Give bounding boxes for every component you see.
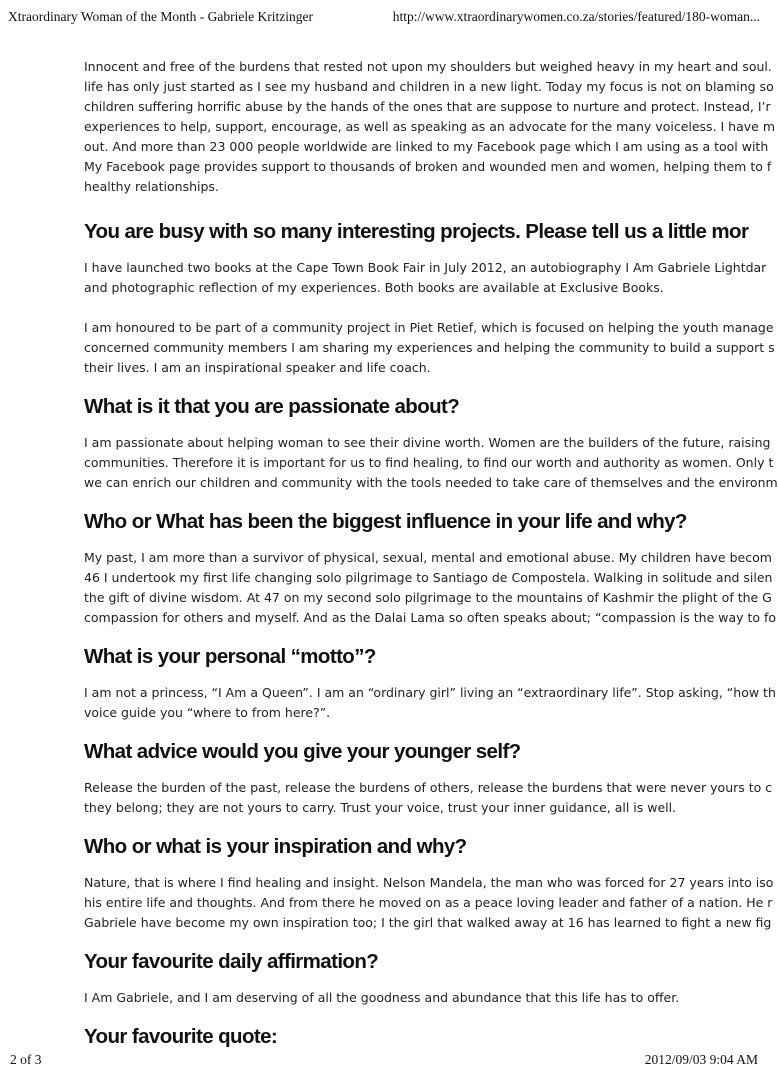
- text-line: My past, I am more than a survivor of physical, sexual, mental and emotional abuse. My children have becom: [84, 550, 772, 565]
- page-url[interactable]: http://www.xtraordinarywomen.co.za/stories/featured/180-woman...: [392, 9, 760, 24]
- print-timestamp: 2012/09/03 9:04 AM: [644, 1052, 758, 1067]
- text-line: Innocent and free of the burdens that rested not upon my shoulders but weighed heavy in my heart and soul.: [84, 59, 772, 74]
- section-heading-quote: Your favourite quote:: [84, 1025, 278, 1048]
- text-line: 46 I undertook my first life changing solo pilgrimage to Santiago de Compostela. Walking in solitude and silen: [84, 570, 773, 585]
- inspiration-paragraph: [84, 873, 774, 933]
- section-heading-passion: What is it that you are passionate about?: [84, 395, 460, 418]
- text-line: experiences to help, support, encourage, as well as speaking as an advocate for the many voiceless. I have m: [84, 119, 775, 134]
- article-body: [84, 57, 778, 1048]
- text-line: children suffering horrific abuse by the hands of the ones that are suppose to nurture and protect. Instead, I’r: [84, 99, 771, 114]
- text-line: I have launched two books at the Cape Town Book Fair in July 2012, an autobiography I Am Gabriele Lightdar: [84, 260, 767, 275]
- text-line: I am not a princess, “I Am a Queen”. I am an “ordinary girl” living an “extraordinary life”. Stop asking, “how th: [84, 685, 776, 700]
- section-heading-advice: What advice would you give your younger self?: [84, 740, 521, 763]
- section-heading-motto: What is your personal “motto”?: [84, 645, 376, 668]
- affirmation-paragraph: [84, 988, 709, 1008]
- text-line: concerned community members I am sharing my experiences and helping the community to build a support s: [84, 340, 775, 355]
- section-heading-influence: Who or What has been the biggest influence in your life and why?: [84, 510, 687, 533]
- print-header: [8, 9, 760, 29]
- intro-paragraph: [84, 57, 775, 197]
- advice-paragraph: [84, 778, 773, 818]
- text-line: they belong; they are not yours to carry. Trust your voice, trust your inner guidance, all is well.: [84, 800, 677, 815]
- projects-paragraph-community: [84, 318, 775, 378]
- section-heading-projects: You are busy with so many interesting projects. Please tell us a little mor: [84, 220, 749, 243]
- motto-paragraph: [84, 683, 776, 723]
- text-line: and photographic reflection of my experiences. Both books are available at Exclusive Books.: [84, 280, 664, 295]
- page-number: 2 of 3: [10, 1052, 42, 1067]
- text-line: Nature, that is where I find healing and insight. Nelson Mandela, the man who was forced for 27 years into iso: [84, 875, 774, 890]
- text-line: I am passionate about helping woman to see their divine worth. Women are the builders of the future, raising: [84, 435, 771, 450]
- print-footer: [10, 1052, 758, 1072]
- section-heading-inspiration: Who or what is your inspiration and why?: [84, 835, 467, 858]
- text-line: his entire life and thoughts. And from there he moved on as a peace loving leader and father of a nation. He r: [84, 895, 773, 910]
- text-line: healthy relationships.: [84, 179, 219, 194]
- text-line: compassion for others and myself. And as the Dalai Lama so often speaks about; “compassion is the way to fo: [84, 610, 777, 625]
- text-line: their lives. I am an inspirational speaker and life coach.: [84, 360, 431, 375]
- text-line: we can enrich our children and community with the tools needed to take care of themselves and the environm: [84, 475, 778, 490]
- section-heading-affirmation: Your favourite daily affirmation?: [84, 950, 379, 973]
- text-line: I am honoured to be part of a community project in Piet Retief, which is focused on helping the youth manage: [84, 320, 774, 335]
- projects-paragraph-books: [84, 258, 767, 298]
- text-line: Release the burden of the past, release the burdens of others, release the burdens that were never yours to c: [84, 780, 773, 795]
- text-line: the gift of divine wisdom. At 47 on my second solo pilgrimage to the mountains of Kashmir the plight of the G: [84, 590, 772, 605]
- text-line: voice guide you “where to from here?”.: [84, 705, 331, 720]
- text-line: I Am Gabriele, and I am deserving of all the goodness and abundance that this life has to offer.: [84, 990, 680, 1005]
- text-line: My Facebook page provides support to thousands of broken and wounded men and women, helping them to f: [84, 159, 772, 174]
- passion-paragraph: [84, 433, 778, 493]
- page-title: Xtraordinary Woman of the Month - Gabriele Kritzinger: [8, 9, 313, 24]
- influence-paragraph: [84, 548, 777, 628]
- text-line: Gabriele have become my own inspiration too; I the girl that walked away at 16 has learned to fight a new fig: [84, 915, 772, 930]
- text-line: out. And more than 23 000 people worldwide are linked to my Facebook page which I am using as a tool with: [84, 139, 769, 154]
- text-line: life has only just started as I see my husband and children in a new light. Today my focus is not on blaming so: [84, 79, 774, 94]
- text-line: communities. Therefore it is important for us to find healing, to find our worth and authority as women. Only t: [84, 455, 774, 470]
